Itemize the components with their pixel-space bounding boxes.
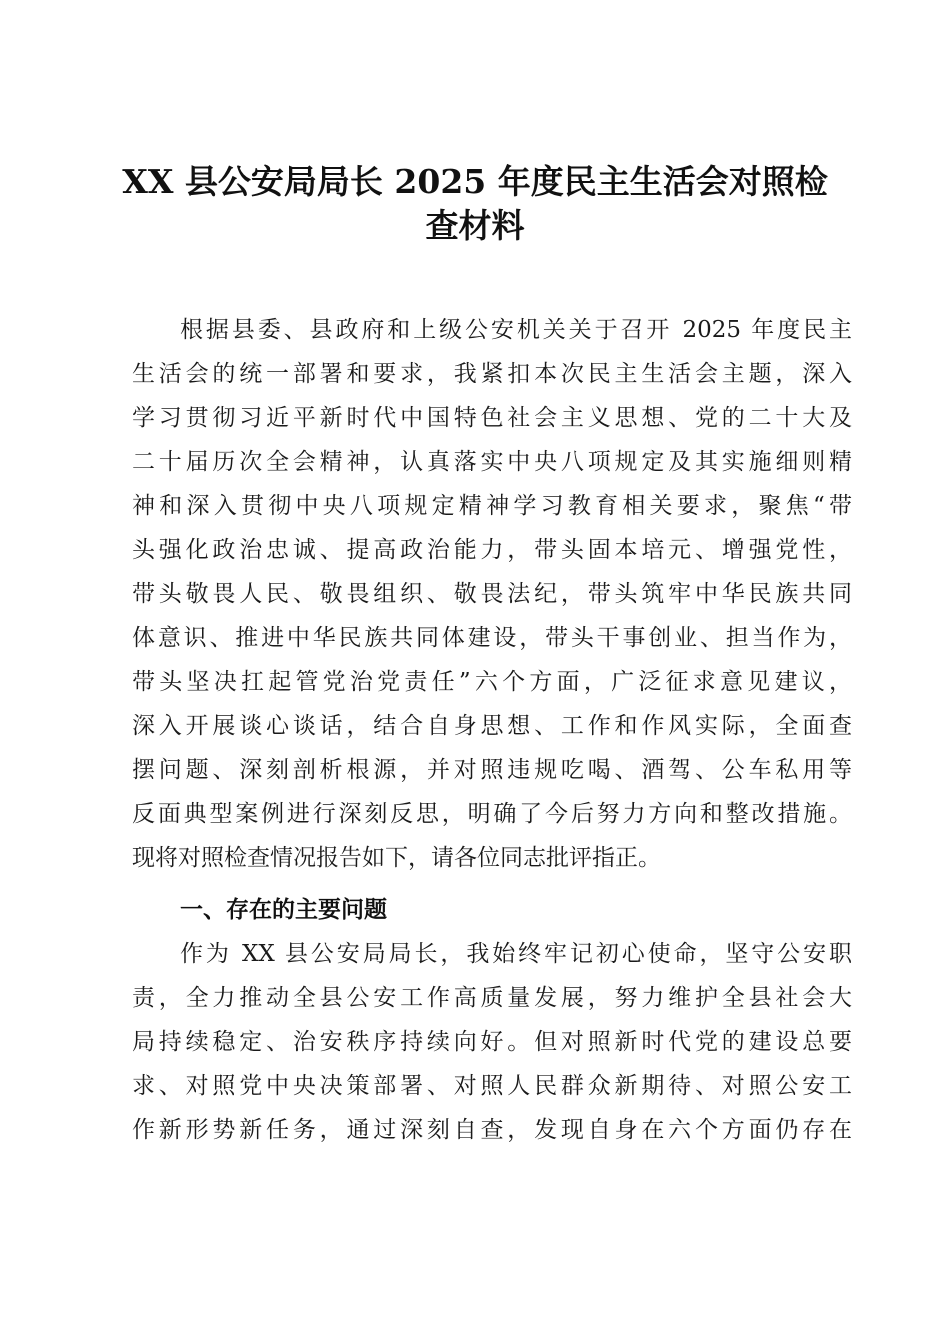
paragraph1-line: 二十届历次全会精神，认真落实中央八项规定及其实施细则精 (132, 449, 852, 475)
paragraph2-line: 局持续稳定、治安秩序持续向好。但对照新时代党的建设总要 (132, 1029, 852, 1055)
section-heading: 一、存在的主要问题 (180, 897, 387, 923)
paragraph1-line: 生活会的统一部署和要求，我紧扣本次民主生活会主题，深入 (132, 361, 852, 387)
paragraph1-line: 学习贯彻习近平新时代中国特色社会主义思想、党的二十大及 (132, 405, 852, 431)
paragraph1-line: 摆问题、深刻剖析根源，并对照违规吃喝、酒驾、公车私用等 (132, 757, 852, 783)
paragraph1-line: 根据县委、县政府和上级公安机关关于召开 2025 年度民主 (180, 317, 852, 343)
paragraph1-line: 头强化政治忠诚、提高政治能力，带头固本培元、增强党性， (132, 537, 852, 563)
paragraph1-line: 带头敬畏人民、敬畏组织、敬畏法纪，带头筑牢中华民族共同 (132, 581, 852, 607)
title-line-1: XX 县公安局局长 2025 年度民主生活会对照检 (122, 162, 828, 201)
paragraph1-line: 神和深入贯彻中央八项规定精神学习教育相关要求，聚焦“带 (132, 493, 852, 519)
document-title (100, 160, 850, 248)
paragraph2-line: 作新形势新任务，通过深刻自查，发现自身在六个方面仍存在 (132, 1117, 852, 1143)
paragraph1-line: 带头坚决扛起管党治党责任”六个方面，广泛征求意见建议， (132, 669, 852, 695)
paragraph2-line: 求、对照党中央决策部署、对照人民群众新期待、对照公安工 (132, 1073, 852, 1099)
paragraph1-line: 现将对照检查情况报告如下，请各位同志批评指正。 (132, 845, 661, 871)
paragraph2-line: 作为 XX 县公安局局长，我始终牢记初心使命，坚守公安职 (180, 941, 852, 967)
paragraph2-line: 责，全力推动全县公安工作高质量发展，努力维护全县社会大 (132, 985, 852, 1011)
paragraph1-line: 反面典型案例进行深刻反思，明确了今后努力方向和整改措施。 (132, 801, 852, 827)
paragraph1-line: 深入开展谈心谈话，结合自身思想、工作和作风实际，全面查 (132, 713, 852, 739)
title-line-2: 查材料 (425, 206, 525, 245)
paragraph1-line: 体意识、推进中华民族共同体建设，带头干事创业、担当作为， (132, 625, 852, 651)
